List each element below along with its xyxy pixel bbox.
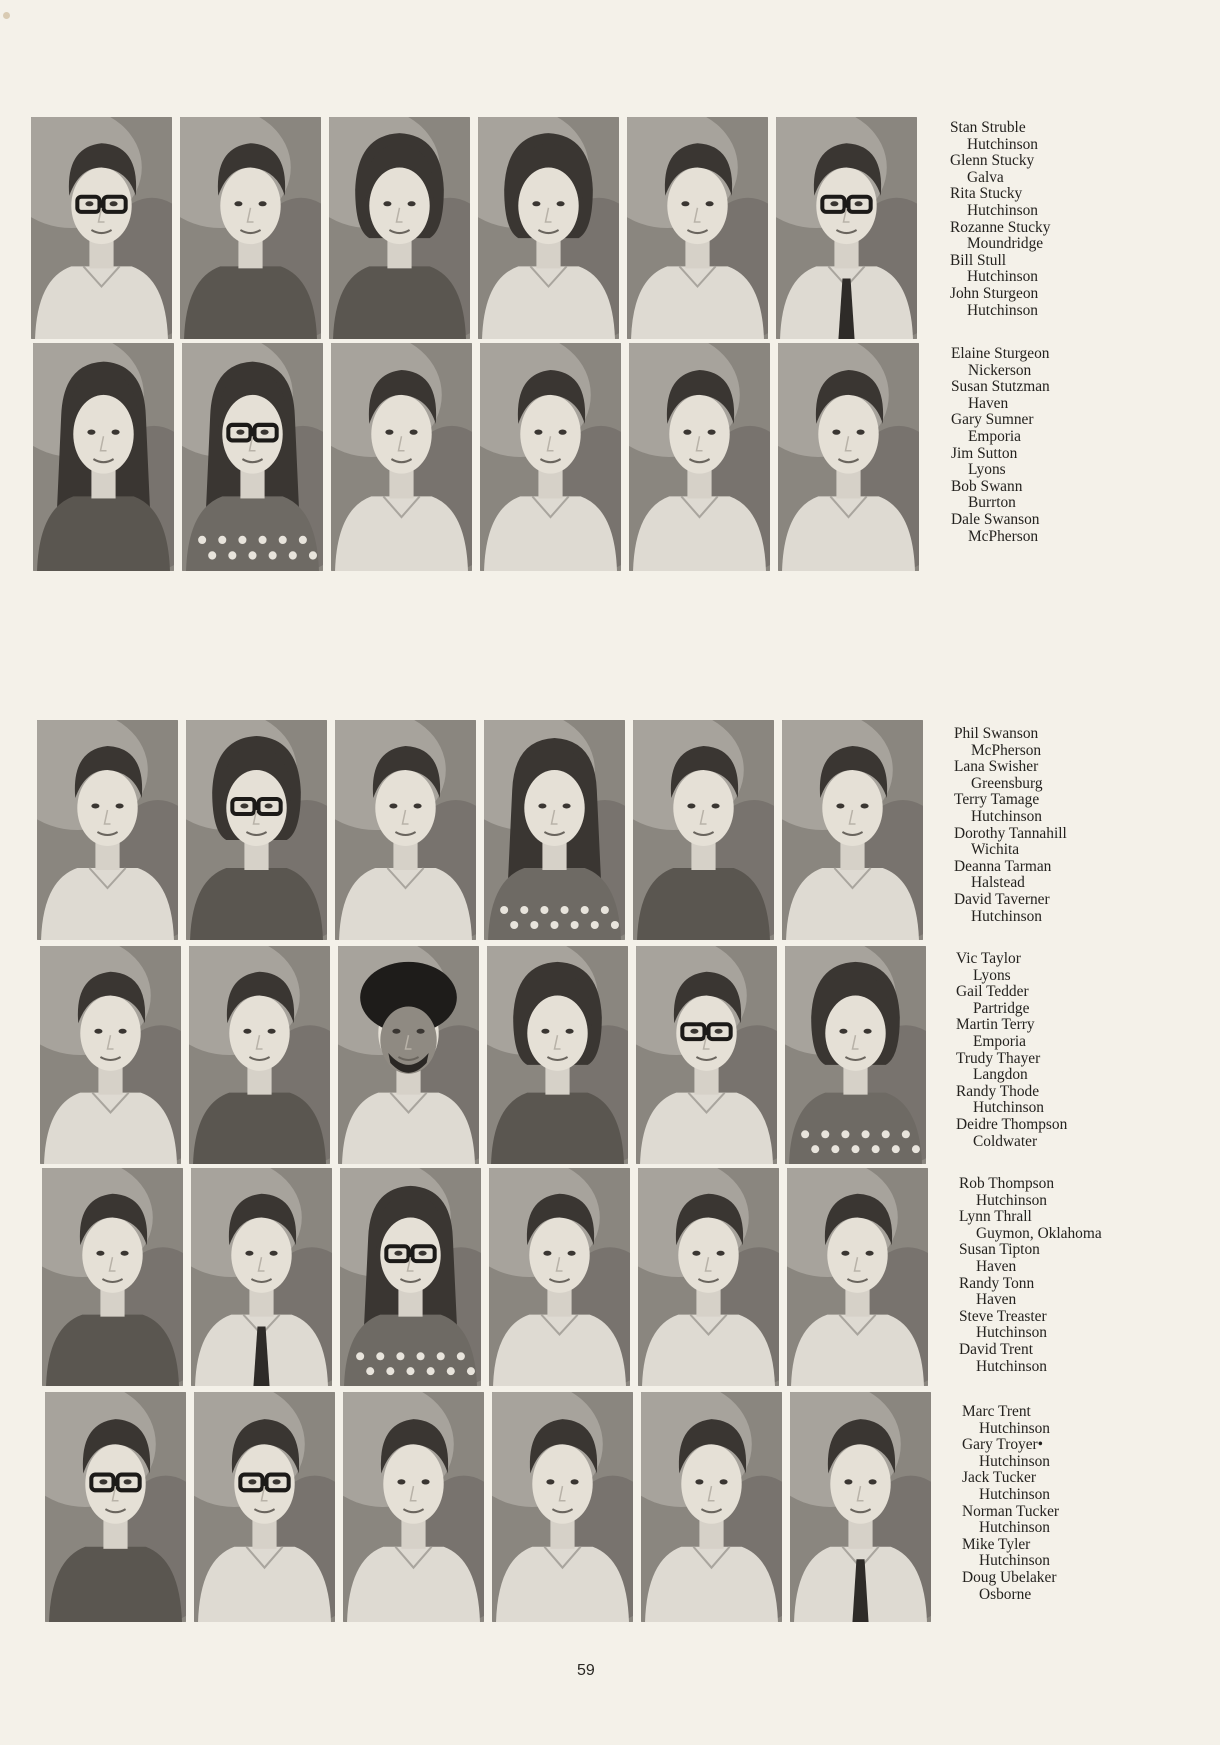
portrait-image — [33, 343, 174, 571]
student-hometown: Osborne — [979, 1585, 1032, 1603]
portrait-image — [194, 1392, 335, 1622]
student-hometown: Nickerson — [968, 361, 1032, 379]
student-portrait — [338, 946, 479, 1164]
student-name: Jim Sutton — [951, 444, 1018, 462]
student-hometown: McPherson — [971, 741, 1042, 759]
student-portrait — [641, 1392, 782, 1622]
portrait-image — [335, 720, 476, 940]
student-hometown: Wichita — [971, 841, 1020, 859]
student-portrait — [638, 1168, 779, 1386]
portrait-image — [782, 720, 923, 940]
student-portrait — [189, 946, 330, 1164]
student-portrait — [340, 1168, 481, 1386]
portrait-image — [787, 1168, 928, 1386]
portrait-image — [790, 1392, 931, 1622]
student-name: Randy Thode — [956, 1082, 1040, 1100]
portrait-image — [186, 720, 327, 940]
student-name: Gary Sumner — [951, 411, 1034, 429]
student-hometown: Partridge — [973, 999, 1030, 1017]
student-portrait — [787, 1168, 928, 1386]
student-hometown: Langdon — [973, 1066, 1028, 1084]
student-name: Randy Tonn — [959, 1274, 1035, 1292]
student-hometown: Hutchinson — [979, 1419, 1050, 1437]
portrait-image — [40, 946, 181, 1164]
student-hometown: Guymon, Oklahoma — [976, 1224, 1102, 1242]
student-hometown: Haven — [968, 394, 1009, 412]
student-hometown: Lyons — [968, 461, 1006, 479]
student-portrait — [343, 1392, 484, 1622]
portrait-image — [31, 117, 172, 339]
student-name: Deidre Thompson — [956, 1115, 1068, 1133]
student-portrait — [194, 1392, 335, 1622]
student-portrait — [33, 343, 174, 571]
paper-speck — [3, 12, 10, 19]
portrait-image — [340, 1168, 481, 1386]
student-name: Phil Swanson — [954, 725, 1039, 742]
name-list — [959, 1176, 1102, 1375]
student-portrait — [180, 117, 321, 339]
portrait-image — [627, 117, 768, 339]
student-portrait — [790, 1392, 931, 1622]
portrait-image — [492, 1392, 633, 1622]
student-name: Jack Tucker — [962, 1469, 1036, 1487]
student-hometown: Lyons — [973, 966, 1011, 984]
student-portrait — [42, 1168, 183, 1386]
student-hometown: Hutchinson — [979, 1519, 1050, 1537]
student-name: David Taverner — [954, 890, 1050, 908]
portrait-image — [633, 720, 774, 940]
student-hometown: Hutchinson — [967, 301, 1038, 319]
student-portrait — [487, 946, 628, 1164]
student-name: Dorothy Tannahill — [954, 824, 1067, 842]
student-name: Norman Tucker — [962, 1502, 1060, 1520]
name-list — [950, 120, 1050, 319]
portrait-image — [45, 1392, 186, 1622]
student-name: Rob Thompson — [959, 1175, 1055, 1192]
portrait-image — [338, 946, 479, 1164]
student-hometown: Hutchinson — [979, 1552, 1050, 1570]
student-portrait — [636, 946, 777, 1164]
portrait-image — [37, 720, 178, 940]
student-name: Vic Taylor — [956, 950, 1021, 967]
name-list — [956, 951, 1067, 1150]
student-hometown: Hutchinson — [979, 1485, 1050, 1503]
page-number: 59 — [577, 1662, 595, 1679]
portrait-image — [484, 720, 625, 940]
student-hometown: Haven — [976, 1291, 1017, 1309]
student-portrait — [480, 343, 621, 571]
student-portrait — [629, 343, 770, 571]
student-portrait — [492, 1392, 633, 1622]
student-hometown: Emporia — [973, 1032, 1026, 1050]
student-name: Bill Stull — [950, 251, 1007, 269]
student-name: Rita Stucky — [950, 185, 1023, 203]
student-hometown: Greensburg — [971, 774, 1043, 792]
portrait-image — [189, 946, 330, 1164]
student-portrait — [186, 720, 327, 940]
portrait-image — [480, 343, 621, 571]
student-portrait — [633, 720, 774, 940]
portrait-image — [180, 117, 321, 339]
student-portrait — [778, 343, 919, 571]
student-portrait — [627, 117, 768, 339]
student-name: Gail Tedder — [956, 983, 1029, 1001]
student-portrait — [776, 117, 917, 339]
student-hometown: Hutchinson — [967, 135, 1038, 153]
student-name: Gary Troyer• — [962, 1436, 1044, 1454]
name-list — [951, 346, 1050, 545]
student-name: Dale Swanson — [951, 510, 1040, 528]
portrait-image — [629, 343, 770, 571]
student-name: Terry Tamage — [954, 791, 1040, 809]
student-hometown: Hutchinson — [976, 1324, 1047, 1342]
student-hometown: Coldwater — [973, 1132, 1038, 1150]
student-hometown: Hutchinson — [976, 1191, 1047, 1209]
student-name: Trudy Thayer — [956, 1049, 1041, 1067]
student-hometown: Halstead — [971, 874, 1025, 892]
student-portrait — [40, 946, 181, 1164]
student-name: David Trent — [959, 1340, 1033, 1358]
student-portrait — [331, 343, 472, 571]
student-hometown: Hutchinson — [973, 1099, 1044, 1117]
student-hometown: Hutchinson — [967, 268, 1038, 286]
student-hometown: Burrton — [968, 494, 1016, 512]
student-name: Lana Swisher — [954, 758, 1039, 776]
name-list — [962, 1404, 1059, 1603]
student-name: Elaine Sturgeon — [951, 345, 1050, 362]
student-portrait — [335, 720, 476, 940]
portrait-image — [776, 117, 917, 339]
portrait-image — [42, 1168, 183, 1386]
student-hometown: Galva — [967, 168, 1004, 186]
student-name: Steve Treaster — [959, 1307, 1047, 1325]
student-name: Susan Stutzman — [951, 378, 1050, 396]
student-hometown: Moundridge — [967, 235, 1044, 253]
student-name: Rozanne Stucky — [950, 218, 1051, 236]
student-portrait — [45, 1392, 186, 1622]
student-portrait — [37, 720, 178, 940]
student-name: Stan Struble — [950, 119, 1026, 136]
portrait-image — [636, 946, 777, 1164]
student-portrait — [484, 720, 625, 940]
portrait-image — [478, 117, 619, 339]
student-name: Glenn Stucky — [950, 152, 1035, 170]
student-portrait — [182, 343, 323, 571]
student-name: Martin Terry — [956, 1016, 1035, 1034]
portrait-image — [191, 1168, 332, 1386]
student-hometown: Hutchinson — [971, 807, 1042, 825]
name-list — [954, 726, 1067, 925]
student-name: Marc Trent — [962, 1403, 1031, 1420]
student-name: John Sturgeon — [950, 284, 1039, 302]
portrait-image — [487, 946, 628, 1164]
student-portrait — [489, 1168, 630, 1386]
student-name: Susan Tipton — [959, 1241, 1040, 1259]
portrait-image — [343, 1392, 484, 1622]
portrait-image — [331, 343, 472, 571]
student-portrait — [31, 117, 172, 339]
portrait-image — [329, 117, 470, 339]
student-hometown: Haven — [976, 1257, 1017, 1275]
student-hometown: McPherson — [968, 527, 1039, 545]
student-portrait — [478, 117, 619, 339]
student-hometown: Hutchinson — [967, 201, 1038, 219]
student-hometown: Hutchinson — [976, 1357, 1047, 1375]
student-portrait — [782, 720, 923, 940]
student-hometown: Hutchinson — [971, 907, 1042, 925]
student-portrait — [329, 117, 470, 339]
portrait-image — [489, 1168, 630, 1386]
portrait-image — [641, 1392, 782, 1622]
student-name: Lynn Thrall — [959, 1208, 1032, 1226]
portrait-image — [638, 1168, 779, 1386]
portrait-image — [182, 343, 323, 571]
student-portrait — [191, 1168, 332, 1386]
student-name: Mike Tyler — [962, 1535, 1031, 1553]
student-hometown: Emporia — [968, 427, 1021, 445]
student-name: Bob Swann — [951, 477, 1023, 495]
portrait-image — [785, 946, 926, 1164]
student-name: Deanna Tarman — [954, 857, 1052, 875]
student-portrait — [785, 946, 926, 1164]
portrait-image — [778, 343, 919, 571]
student-hometown: Hutchinson — [979, 1452, 1050, 1470]
student-name: Doug Ubelaker — [962, 1568, 1057, 1586]
